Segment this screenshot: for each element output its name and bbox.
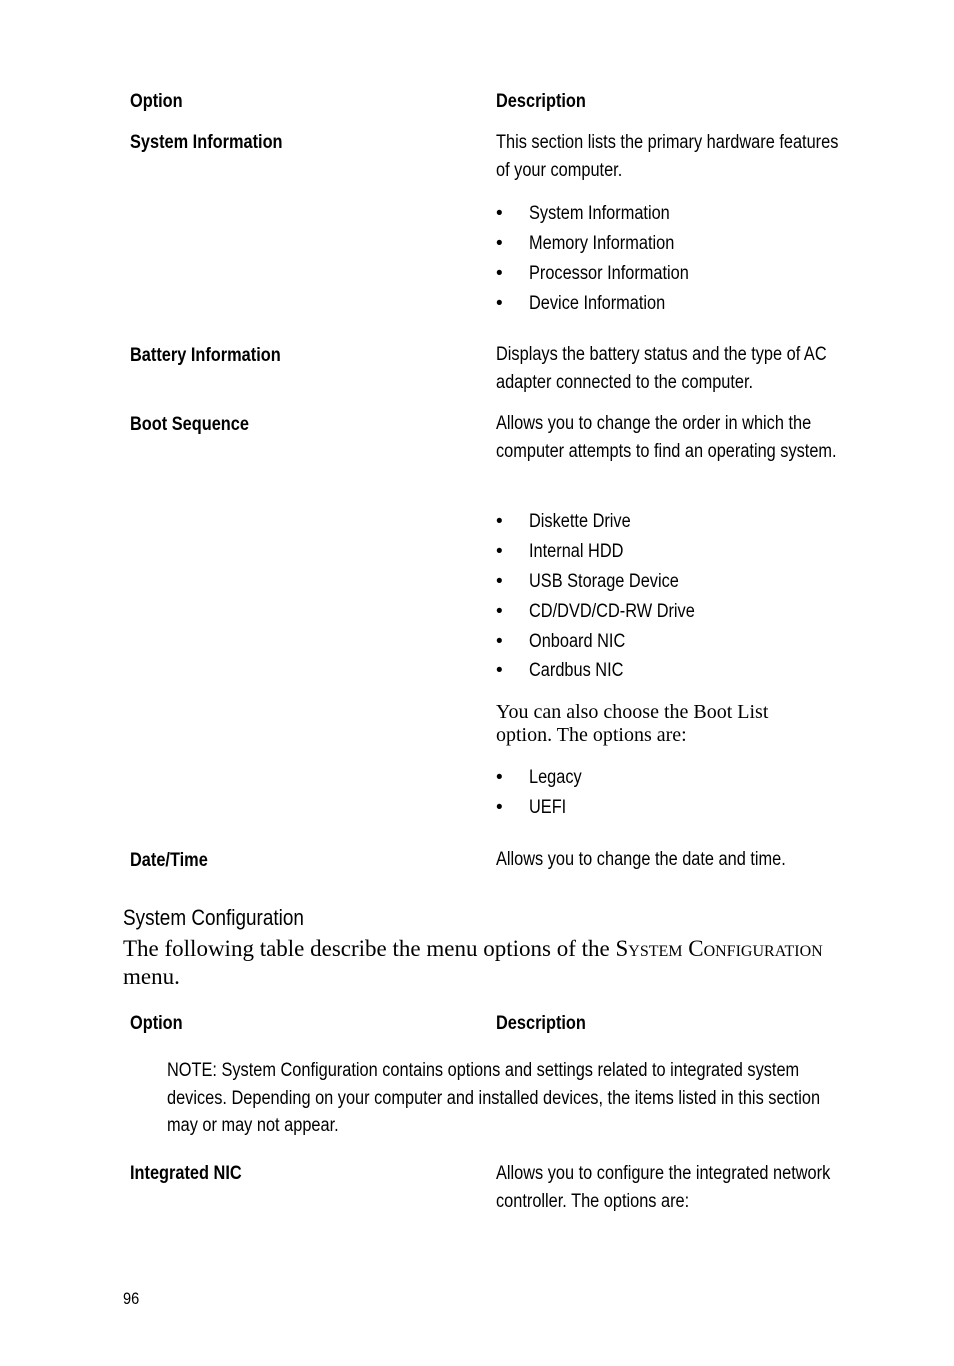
- list-item: • USB Storage Device: [496, 570, 679, 592]
- note-label: NOTE:: [167, 1060, 217, 1081]
- list-item: • System Information: [496, 203, 670, 224]
- list-item: • Internal HDD: [496, 540, 624, 562]
- bullet-icon: •: [496, 232, 503, 254]
- list-item: • Cardbus NIC: [496, 660, 624, 682]
- list-item: • Diskette Drive: [496, 511, 631, 532]
- option-battery-information: Battery Information: [130, 345, 281, 366]
- bullet-icon: •: [496, 600, 503, 622]
- bullet-icon: •: [496, 796, 503, 818]
- bullet-icon: •: [496, 660, 503, 682]
- section-intro: The following table describe the menu options of the System Configuration menu.: [123, 936, 823, 989]
- bullet-icon: •: [496, 570, 503, 592]
- list-item: • Device Information: [496, 292, 666, 314]
- option-date-time: Date/Time: [130, 850, 208, 871]
- bullet-icon: •: [496, 262, 503, 284]
- bullet-icon: •: [496, 511, 503, 532]
- option-integrated-nic: Integrated NIC: [130, 1163, 242, 1184]
- intro-emphasis: System Configuration: [615, 936, 823, 961]
- description-boot-sequence: Allows you to change the order in which the computer attempts to find an operating system.: [496, 413, 837, 462]
- list-item: • Memory Information: [496, 232, 675, 254]
- boot-list-bullet-list: [496, 768, 826, 828]
- bullet-icon: •: [496, 292, 503, 314]
- list-item: • Legacy: [496, 767, 582, 788]
- table1-description-header: Description: [496, 91, 586, 112]
- system-information-bullet-list: [496, 204, 826, 324]
- table2-description-header: Description: [496, 1013, 586, 1034]
- list-item: • Onboard NIC: [496, 630, 626, 652]
- description-integrated-nic: Allows you to configure the integrated network controller. The options are:: [496, 1163, 831, 1212]
- list-item: • CD/DVD/CD-RW Drive: [496, 600, 695, 622]
- list-item: • Processor Information: [496, 262, 689, 284]
- note-block: [167, 1057, 851, 1140]
- description-date-time: Allows you to change the date and time.: [496, 849, 786, 870]
- section-title: System Configuration: [123, 905, 304, 930]
- option-boot-sequence: Boot Sequence: [130, 414, 249, 435]
- bullet-icon: •: [496, 540, 503, 562]
- note-text: System Configuration contains options and settings related to integrated system devices. Depending on your computer and installed devices, the items listed in this section may or may not appear.: [167, 1060, 821, 1136]
- list-item: • UEFI: [496, 796, 567, 818]
- table2-option-header: Option: [130, 1013, 183, 1034]
- description-system-information: This section lists the primary hardware features of your computer.: [496, 132, 839, 181]
- boot-sequence-bullet-list: [496, 512, 826, 691]
- page-number: 96: [123, 1289, 140, 1308]
- option-system-information: System Information: [130, 132, 283, 153]
- bullet-icon: •: [496, 203, 503, 224]
- bullet-icon: •: [496, 767, 503, 788]
- table1-option-header: Option: [130, 91, 183, 112]
- description-battery-information: Displays the battery status and the type of AC adapter connected to the computer.: [496, 344, 827, 393]
- bullet-icon: •: [496, 630, 503, 652]
- boot-list-note: You can also choose the Boot List option. The options are:: [496, 701, 769, 746]
